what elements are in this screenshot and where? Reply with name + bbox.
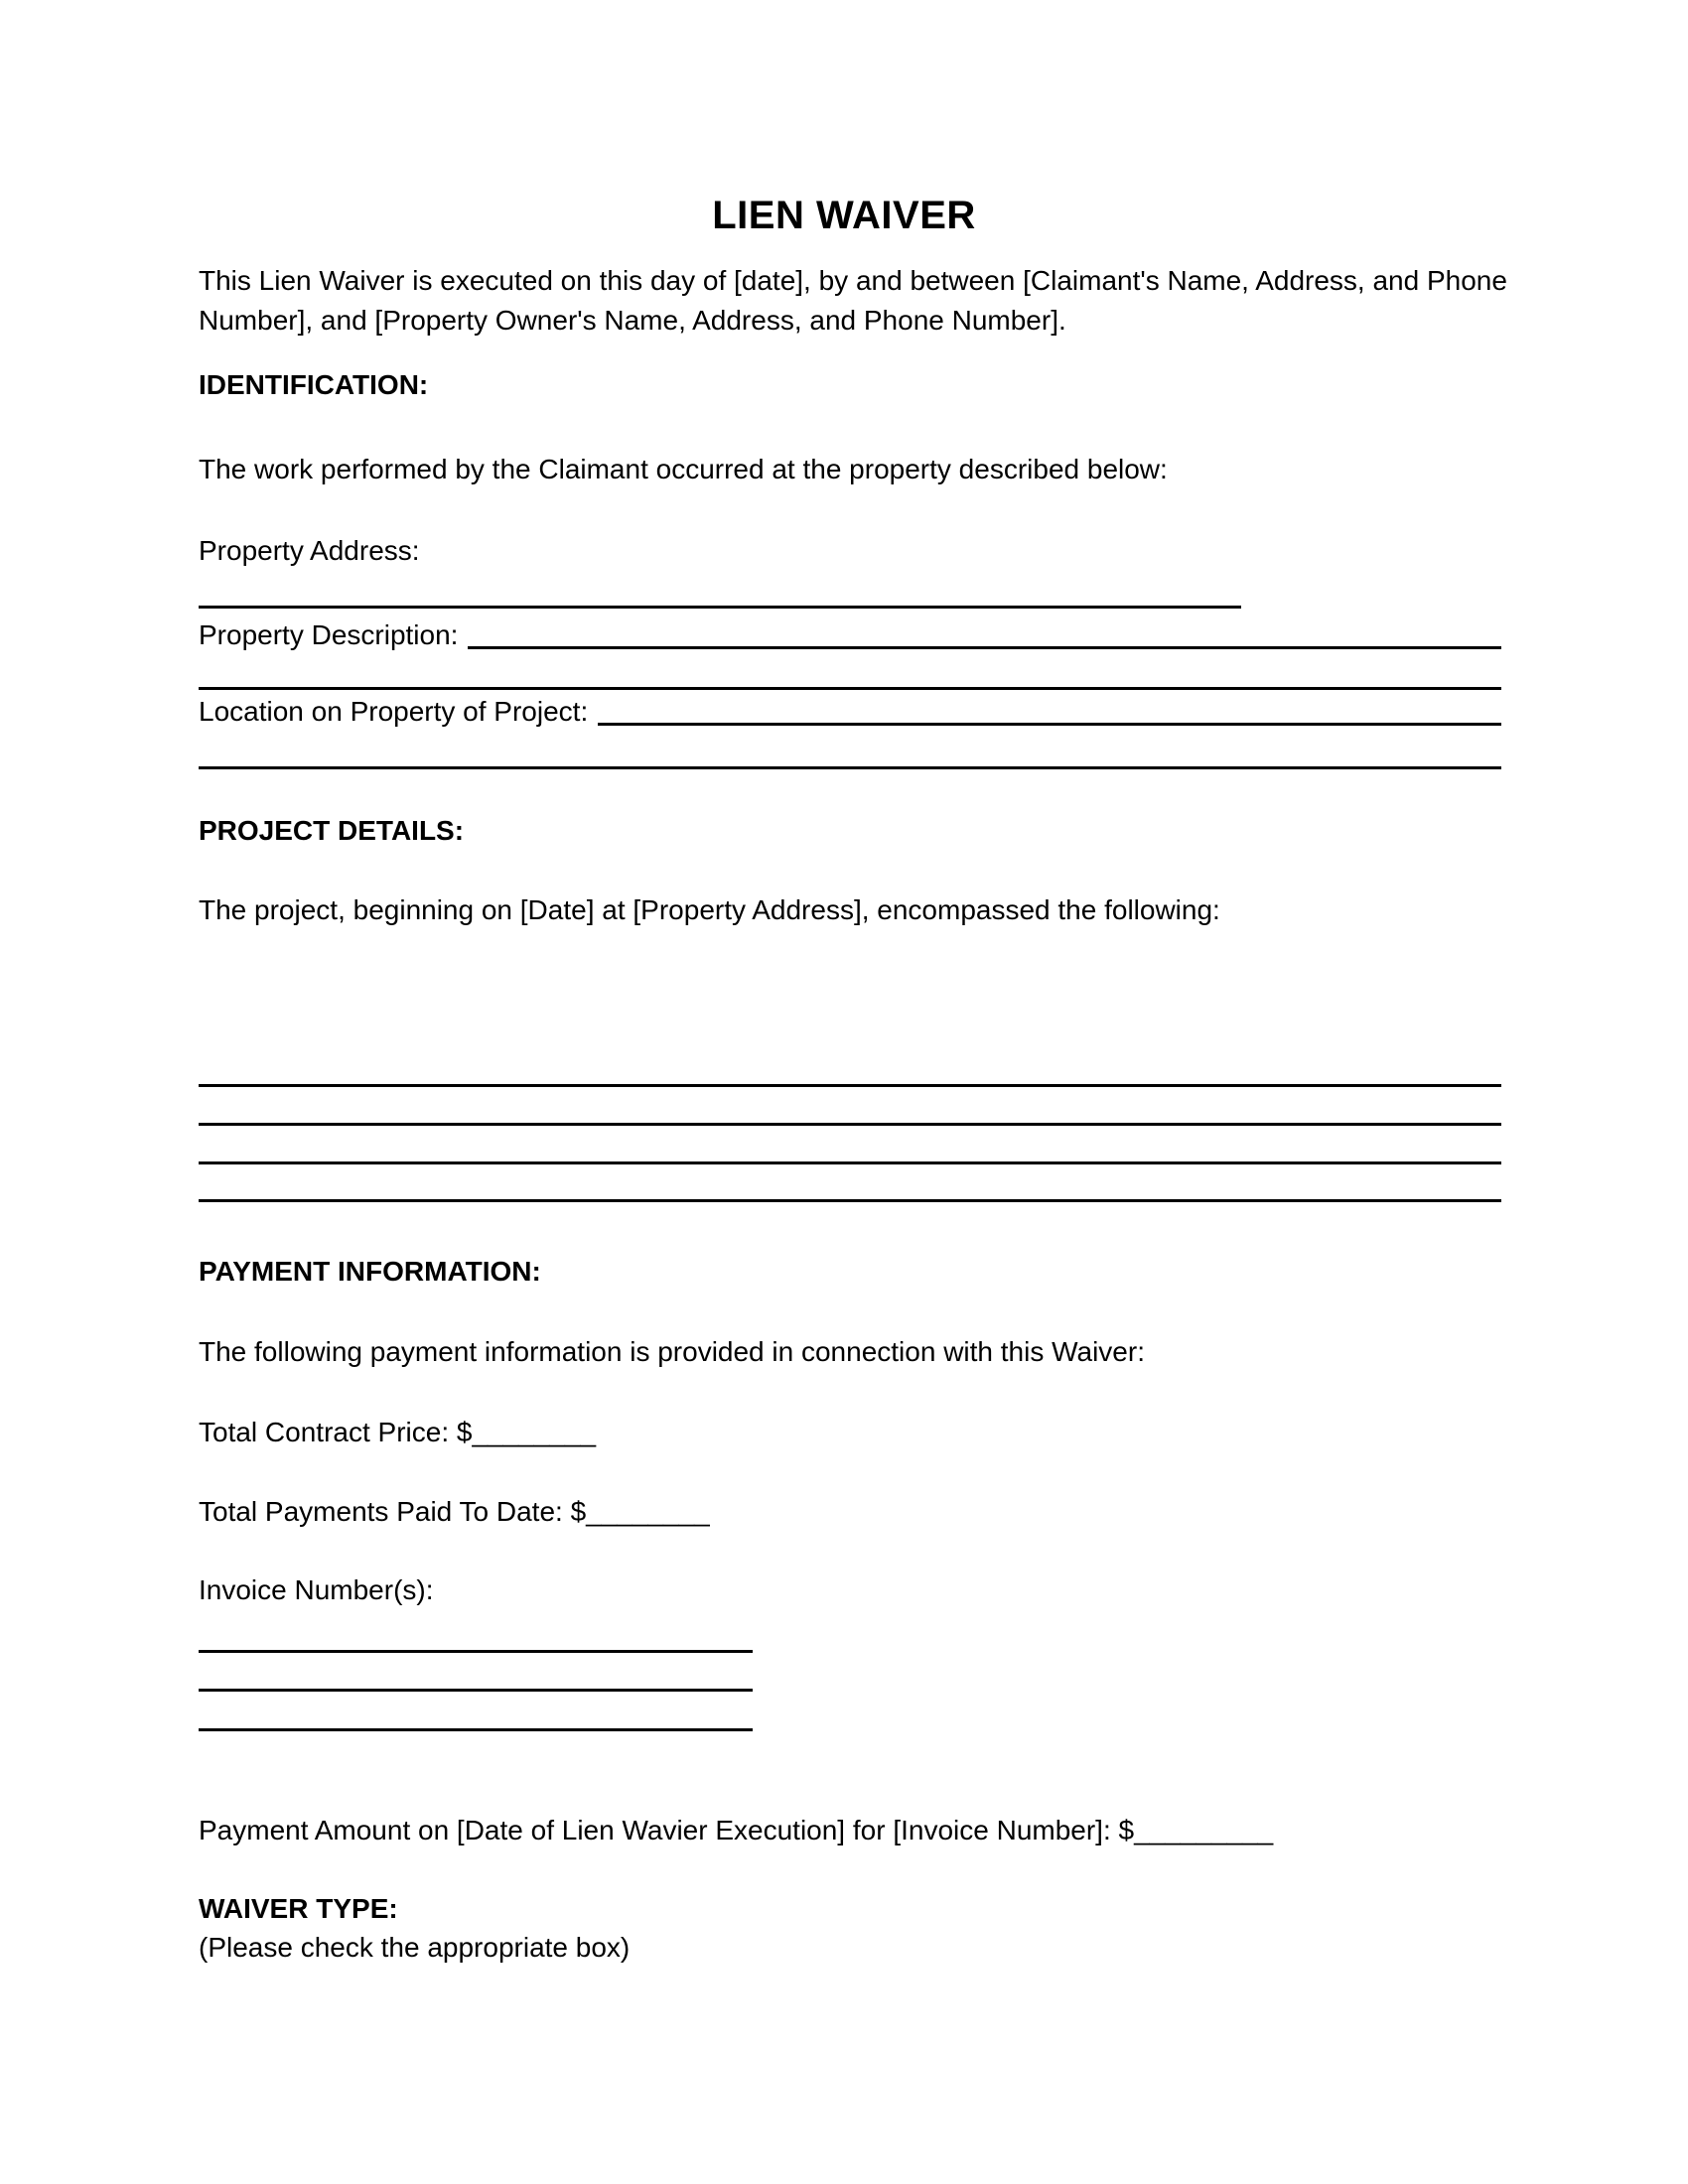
- identification-heading: IDENTIFICATION:: [199, 369, 429, 400]
- property-description-label: Property Description:: [199, 619, 459, 650]
- project-blank-line: [199, 1084, 1501, 1087]
- invoice-number-blank-line: [199, 1728, 753, 1731]
- location-blank-line: [598, 692, 1501, 726]
- project-blank-line: [199, 1123, 1501, 1126]
- payment-information-heading: PAYMENT INFORMATION:: [199, 1256, 541, 1287]
- property-description-continuation-line: [199, 687, 1501, 690]
- invoice-number-blank-line: [199, 1689, 753, 1692]
- payment-amount-field: Payment Amount on [Date of Lien Wavier Execution] for [Invoice Number]: $_________: [199, 1815, 1274, 1845]
- project-details-description: The project, beginning on [Date] at [Property Address], encompassed the following:: [199, 894, 1220, 925]
- property-address-label: Property Address:: [199, 535, 420, 566]
- location-label: Location on Property of Project:: [199, 696, 589, 727]
- payment-information-description: The following payment information is provided in connection with this Waiver:: [199, 1336, 1145, 1367]
- property-address-blank-line: [199, 606, 1241, 609]
- identification-description: The work performed by the Claimant occurred at the property described below:: [199, 454, 1168, 484]
- location-field: [199, 692, 1501, 732]
- total-payments-paid-field: Total Payments Paid To Date: $________: [199, 1496, 710, 1527]
- invoice-number-blank-line: [199, 1650, 753, 1653]
- invoice-numbers-label: Invoice Number(s):: [199, 1574, 434, 1605]
- property-description-field: [199, 615, 1501, 655]
- project-blank-line: [199, 1161, 1501, 1164]
- intro-paragraph: This Lien Waiver is executed on this day of [date], by and between [Claimant's Name, Address, and Phone Number], and [Property Owner's Name, Address, and Phone Number].: [199, 265, 1507, 336]
- project-blank-line: [199, 1199, 1501, 1202]
- property-description-blank-line: [468, 615, 1501, 649]
- total-contract-price-field: Total Contract Price: $________: [199, 1417, 597, 1447]
- project-details-heading: PROJECT DETAILS:: [199, 815, 465, 846]
- document-title: LIEN WAIVER: [712, 194, 976, 237]
- location-continuation-line: [199, 766, 1501, 769]
- waiver-type-instruction: (Please check the appropriate box): [199, 1932, 631, 1963]
- waiver-type-heading: WAIVER TYPE:: [199, 1893, 398, 1924]
